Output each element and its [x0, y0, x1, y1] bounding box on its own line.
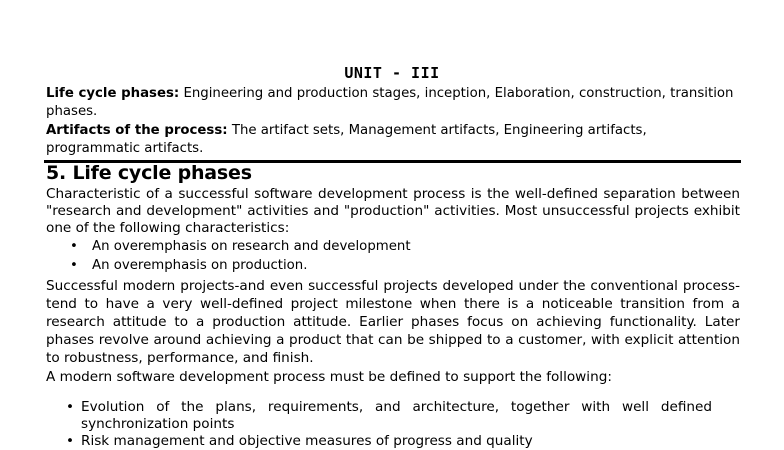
bullet-icon: •: [70, 239, 78, 254]
transition-paragraph: Successful modern projects-and even successful projects developed under the conventional process-tend to have a very well-defined project milestone when there is a noticeable transition from a research attitude to a production attitude. Earlier phases focus on achieving functionality. Later phases revolve around achieving a product that can be shipped to a customer, with explicit attention to robustness, performance, and finish.: [46, 278, 740, 366]
section-heading: 5. Life cycle phases: [46, 162, 252, 184]
support-list: [66, 399, 712, 450]
list-item-text: Evolution of the plans, requirements, and architecture, together with well defined synchronization points: [81, 399, 712, 432]
list-item-text: An overemphasis on production.: [92, 258, 308, 273]
list-item: [66, 433, 712, 450]
bullet-icon: •: [70, 258, 78, 273]
requirements-intro: A modern software development process must be defined to support the following:: [46, 369, 612, 385]
life-cycle-phases-summary: [46, 85, 740, 121]
list-item: [46, 238, 740, 257]
phases-text: Engineering and production stages, inception, Elaboration, construction, transition phases.: [46, 86, 734, 119]
intro-paragraph: Characteristic of a successful software development process is the well-defined separation between "research and development" activities and "production" activities. Most unsuccessful projects exhibit one of the following characteristics:: [46, 186, 740, 236]
list-item: [46, 257, 740, 276]
list-item-text: An overemphasis on research and development: [92, 239, 411, 254]
list-item-text: Risk management and objective measures of progress and quality: [81, 433, 533, 449]
unit-title: UNIT - III: [344, 64, 440, 82]
list-item: [66, 399, 712, 433]
artifacts-label: Artifacts of the process:: [46, 123, 228, 138]
artifacts-summary: [46, 122, 740, 158]
bullet-icon: •: [66, 433, 75, 449]
phases-label: Life cycle phases:: [46, 86, 180, 101]
bullet-icon: •: [66, 399, 75, 415]
artifacts-text: The artifact sets, Management artifacts, Engineering artifacts, programmatic artifacts.: [46, 123, 647, 156]
characteristics-list: [46, 238, 740, 276]
